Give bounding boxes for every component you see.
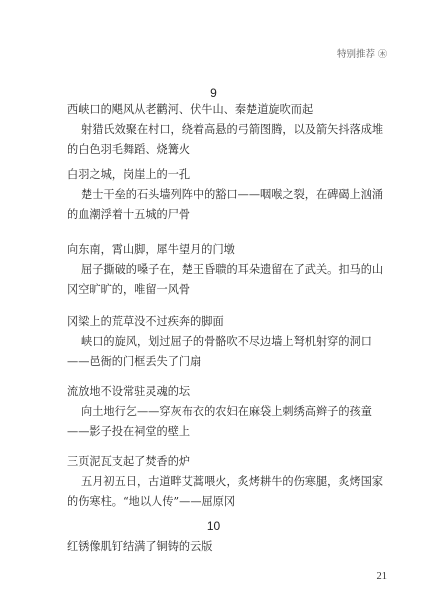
stanza-line: 向东南，霄山脚，犀牛望月的门墩 — [67, 243, 235, 256]
stanza-line: 流放地不设常驻灵魂的坛 — [67, 385, 191, 398]
stanza-line: 峡口的旋风，划过屈子的骨骼吹不尽边墙上弩机射穿的洞口——邑衙的门框丢失了门扇 — [67, 335, 372, 368]
stanza-line: 屈子撕破的嗓子在，楚王昏聩的耳朵遗留在了武关。扣马的山冈空旷旷的，唯留一风骨 — [67, 263, 384, 296]
running-header — [337, 46, 387, 60]
stanza-3 — [67, 240, 385, 300]
header-mark-icon: ㊍ — [377, 49, 387, 60]
section-number-9: 9 — [210, 86, 217, 100]
stanza-line: 冈梁上的荒草没不过疾奔的脚面 — [67, 315, 224, 328]
stanza-line: 白羽之城，岗崖上的一孔 — [67, 168, 191, 181]
stanza-6 — [67, 452, 385, 512]
stanza-line: 楚士干垒的石头墙列阵中的豁口——咽喉之裂，在碑碣上汹涌的血潮浮着十五城的尸骨 — [67, 188, 384, 221]
stanza-2 — [67, 165, 385, 225]
stanza-line: 红锈像肌钉结满了铜铸的云版 — [67, 540, 213, 553]
page-number: 21 — [376, 571, 387, 582]
section-number-10: 10 — [206, 519, 221, 533]
stanza-line: 射猎氏效聚在村口，绕着高悬的弓箭图腾，以及箭矢抖落成堆的白色羽毛舞蹈、烧篝火 — [67, 123, 384, 156]
stanza-1 — [67, 100, 385, 160]
stanza-4 — [67, 312, 385, 372]
stanza-line: 三页泥瓦支起了焚香的炉 — [67, 455, 191, 468]
stanza-line: 西峡口的飓风从老鹳河、伏牛山、秦楚道旋吹而起 — [67, 103, 314, 116]
stanza-7 — [67, 537, 385, 557]
stanza-line: 向土地行乞——穿灰布衣的农妇在麻袋上刺绣高辫子的孩童——影子投在祠堂的壁上 — [67, 405, 372, 438]
stanza-line: 五月初五日，古道畔艾蒿喂火，炙烤耕牛的伤寒腿，炙烤国家的伤寒柱。“地以人传”——屈原冈 — [67, 475, 384, 508]
running-header-title: 特别推荐 — [336, 49, 375, 60]
stanza-5 — [67, 382, 385, 442]
